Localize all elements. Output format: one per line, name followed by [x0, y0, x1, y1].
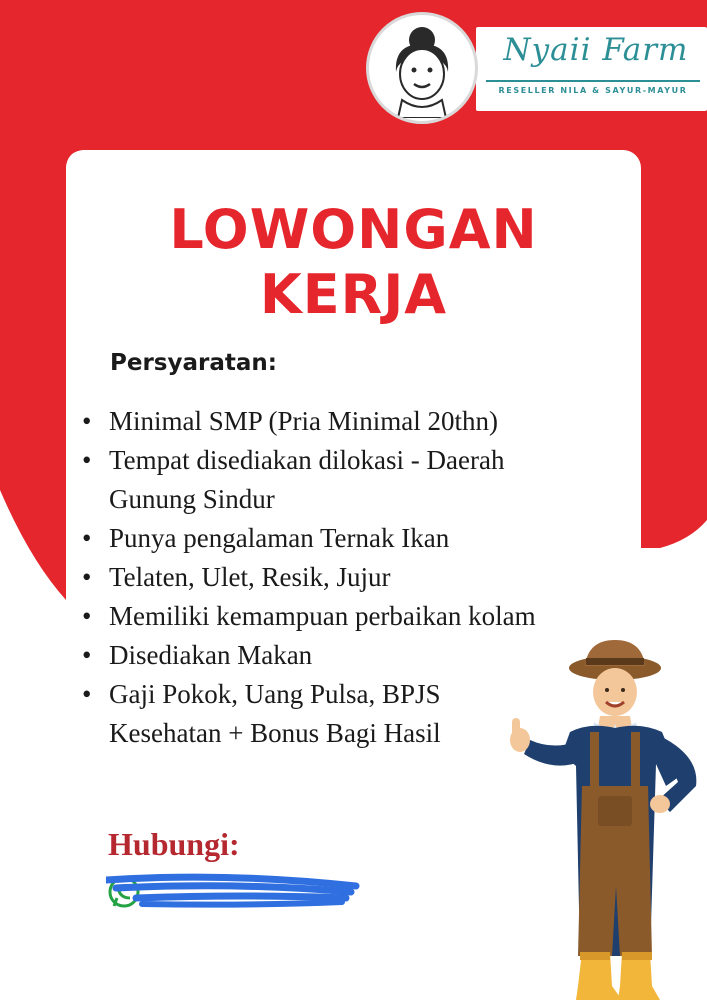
title-line-1: LOWONGAN	[169, 198, 538, 261]
farmer-illustration	[500, 636, 707, 1000]
phone-number-redacted	[106, 872, 366, 912]
contact-heading: Hubungi:	[108, 826, 240, 862]
bullet-icon: •	[82, 562, 92, 592]
title-line-2: KERJA	[259, 263, 448, 326]
list-item: • Memiliki kemampuan perbaikan kolam	[82, 597, 642, 636]
logo-avatar	[366, 12, 478, 124]
list-item: • Telaten, Ulet, Resik, Jujur	[82, 558, 642, 597]
bullet-icon: •	[82, 640, 92, 670]
requirements-heading: Persyaratan:	[110, 350, 277, 376]
list-item: • Punya pengalaman Ternak Ikan	[82, 519, 642, 558]
logo-divider	[486, 80, 700, 82]
bullet-icon: •	[82, 679, 92, 709]
bullet-icon: •	[82, 406, 92, 436]
list-item: • Gaji Pokok, Uang Pulsa, BPJS Kesehatan + Bonus Bagi Hasil	[82, 675, 482, 753]
list-item: • Minimal SMP (Pria Minimal 20thn)	[82, 402, 642, 441]
list-item: • Tempat disediakan dilokasi - Daerah Gunung Sindur	[82, 441, 562, 519]
logo-tagline: RESELLER NILA & SAYUR-MAYUR	[498, 86, 688, 95]
logo-name: Nyaii Farm	[503, 32, 689, 68]
woman-face-icon	[372, 18, 472, 118]
bullet-icon: •	[82, 445, 92, 475]
bullet-icon: •	[82, 523, 92, 553]
bullet-icon: •	[82, 601, 92, 631]
list-item: • Disediakan Makan	[82, 636, 642, 675]
